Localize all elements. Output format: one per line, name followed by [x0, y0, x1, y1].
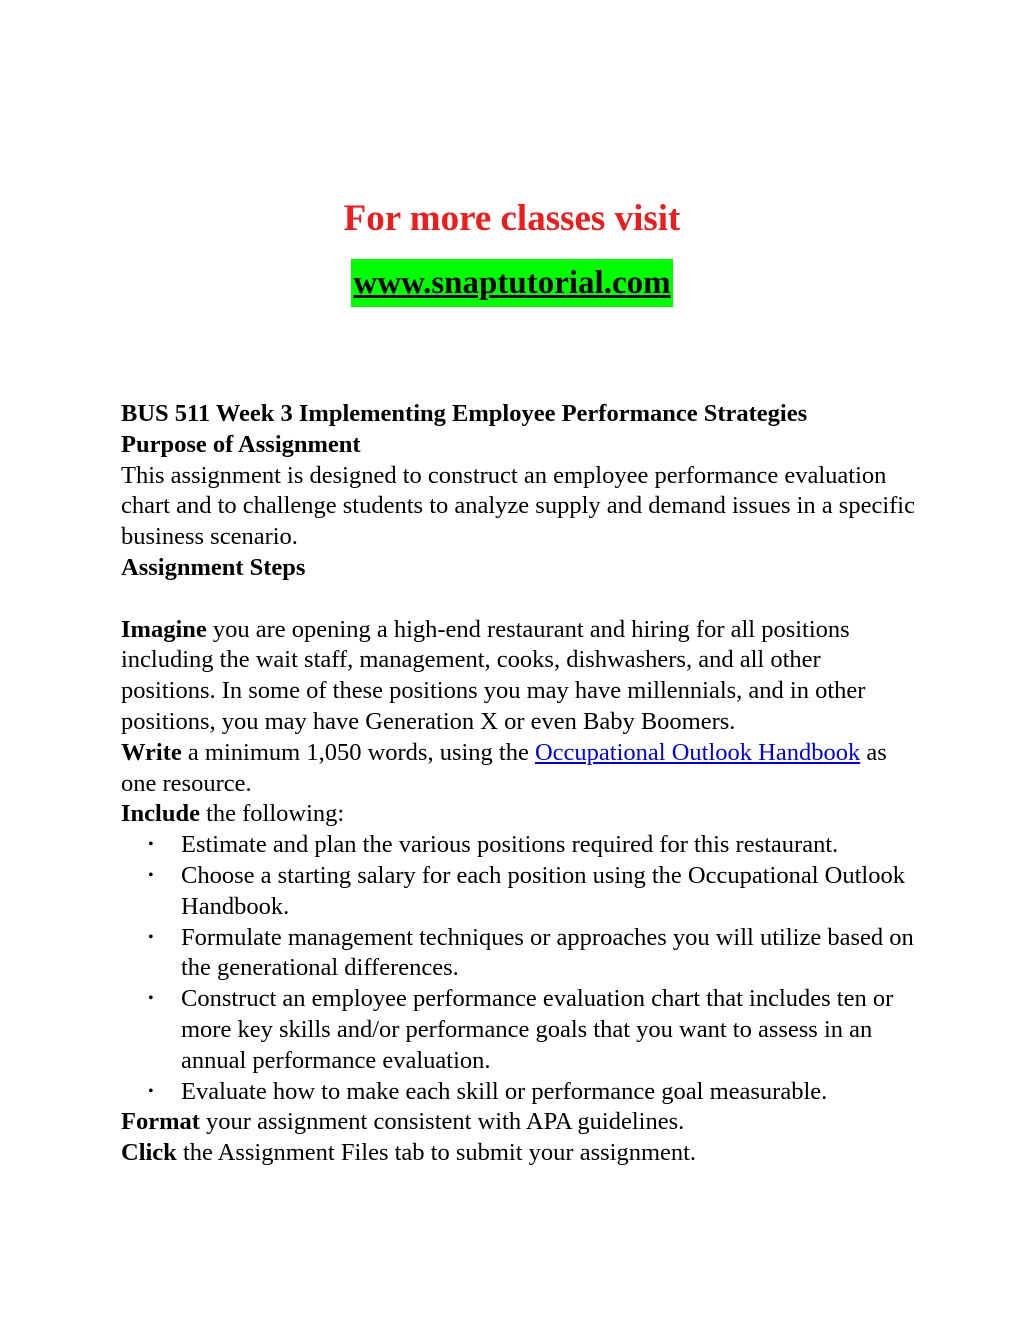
include-lead: Include — [121, 800, 200, 828]
imagine-paragraph — [121, 615, 921, 738]
write-text-before: a minimum 1,050 words, using the — [181, 738, 535, 766]
list-item — [148, 1077, 921, 1108]
document-title: BUS 511 Week 3 Implementing Employee Performance Strategies — [121, 400, 808, 427]
requirements-list — [121, 830, 921, 1107]
bullet-icon: • — [148, 866, 154, 884]
imagine-lead: Imagine — [121, 615, 207, 643]
click-text: the Assignment Files tab to submit your assignment. — [176, 1139, 697, 1167]
list-item — [148, 923, 921, 985]
list-item-text: Evaluate how to make each skill or performance goal measurable. — [181, 1077, 828, 1105]
purpose-text: This assignment is designed to construct an employee performance evaluation chart and to challenge students to analyze supply and demand issues in a specific business scenario. — [121, 461, 915, 551]
bullet-icon: • — [148, 1082, 154, 1100]
list-item — [148, 830, 921, 861]
promo-header — [0, 192, 1024, 309]
list-item — [148, 861, 921, 923]
promo-website-link[interactable]: www.snaptutorial.com — [351, 259, 672, 307]
purpose-heading: Purpose of Assignment — [121, 430, 361, 458]
format-text: your assignment consistent with APA guidelines. — [199, 1108, 685, 1136]
bullet-icon: • — [148, 836, 154, 854]
write-lead: Write — [121, 738, 182, 766]
format-paragraph — [121, 1107, 921, 1138]
list-item-text: Choose a starting salary for each position using the Occupational Outlook Handbook. — [181, 861, 905, 920]
promo-heading: For more classes visit — [343, 198, 681, 239]
steps-heading: Assignment Steps — [121, 553, 306, 581]
bullet-icon: • — [148, 928, 154, 946]
include-text: the following: — [199, 800, 345, 828]
occupational-outlook-handbook-link[interactable]: Occupational Outlook Handbook — [534, 738, 861, 766]
imagine-text: you are opening a high-end restaurant and hiring for all positions including the wait staff, management, cooks, dishwashers, and all other positions. In some of these positions you may have millennials, and in other positions, you may have Generation X or even Baby Boomers. — [121, 615, 866, 735]
click-paragraph — [121, 1138, 921, 1169]
click-lead: Click — [121, 1139, 177, 1167]
format-lead: Format — [121, 1108, 200, 1136]
list-item-text: Construct an employee performance evaluation chart that includes ten or more key skills and/or performance goals that you want to assess in an annual performance evaluation. — [181, 985, 894, 1074]
list-item-text: Estimate and plan the various positions required for this restaurant. — [181, 831, 839, 859]
list-item — [148, 984, 921, 1076]
paragraph-spacer — [121, 584, 921, 615]
write-paragraph — [121, 738, 921, 800]
include-paragraph — [121, 799, 921, 830]
assignment-body — [121, 399, 921, 1169]
bullet-icon: • — [148, 990, 154, 1008]
write-text-after: as one resource. — [121, 738, 887, 797]
list-item-text: Formulate management techniques or approaches you will utilize based on the generational differences. — [181, 923, 914, 982]
